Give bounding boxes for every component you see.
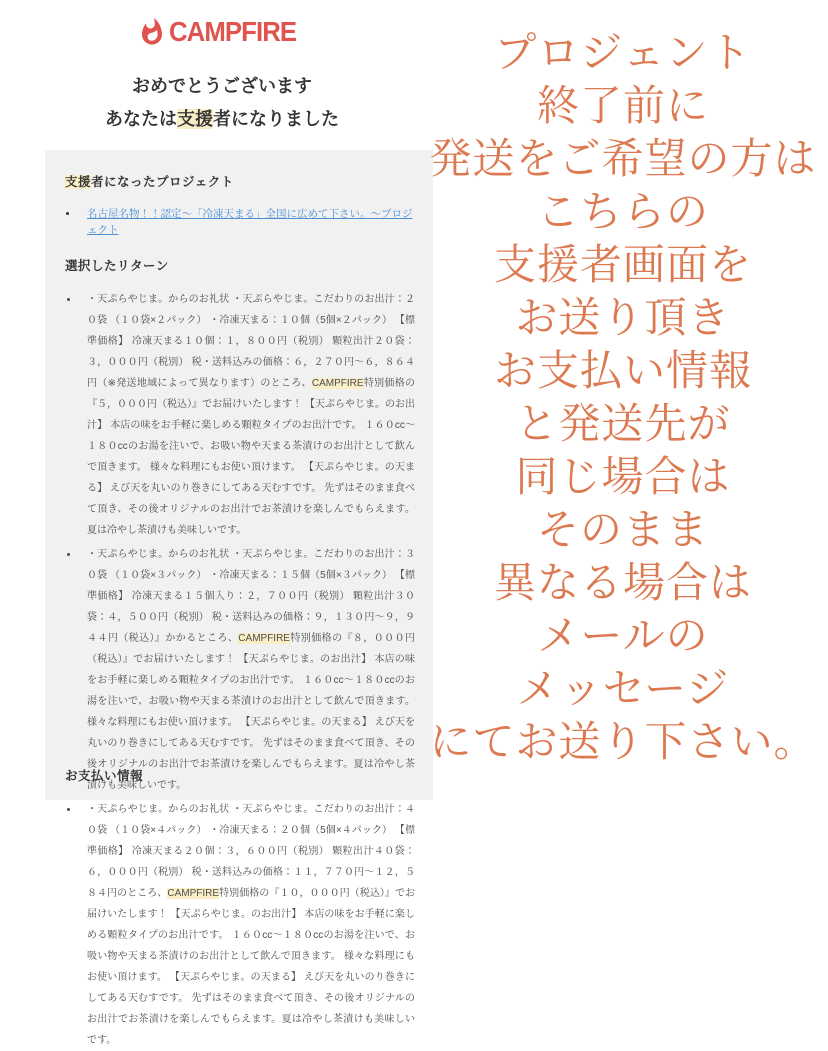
project-list [79,206,415,238]
search-highlight: CAMPFIRE [311,378,364,389]
overlay-line: にてお送り下さい。 [429,718,817,765]
return-item: • ・天ぷらやじま。からのお礼状 ・天ぷらやじま。こだわりのお出汁：２０袋 （１０袋×２パック） ・冷凍天まる：１０個（5個×２パック） 【標準価格】 冷凍天まる１０個：１，８００円（税別） 顆粒出汁２０袋：３，０００円（税別） 税・送料込みの価格：６，２７０円〜６，８６４円（※発送地域によって異なります）のところ、CAMPFIRE特別価格の『５，０００円（税込）』でお届けいたします！ 【天ぷらやじま。のお出汁】 本店の味をお手軽に楽しめる顆粒タイプのお出汁です。 １６０cc〜１８０ccのお湯を注いで、お吸い物や天まる茶漬けのお出汁として飲んで頂きます。 様々な料理にもお使い頂けます。 【天ぷらやじま。の天まる】 えび天を丸いのり巻きにしてある天むすです。 先ずはそのまま食べて頂き、その後オリジナルのお出汁でお茶漬けを楽しんでもらえます。夏は冷やし茶漬けも美味しいです。 [79,289,415,541]
overlay-line: 支援者画面を [493,241,752,288]
returns-list [79,289,415,1051]
overlay-line: と発送先が [515,400,731,447]
congrats-line2: あなたは支援者になりました [105,109,339,129]
payment-section-title: お支払い情報 [65,769,144,783]
overlay-line: 終了前に [536,82,709,129]
returns-section-title: 選択したリターン [65,259,169,273]
project-link[interactable]: 名古屋名物！！認定〜「冷凍天まる」全国に広めて下さい。〜プロジェクト [87,208,413,236]
return-item: • ・天ぷらやじま。からのお礼状 ・天ぷらやじま。こだわりのお出汁：３０袋 （１０袋×３パック） ・冷凍天まる：１５個（5個×３パック） 【標準価格】 冷凍天まる１５個入り：２，７００円（税別） 顆粒出汁３０袋：４，５００円（税別） 税・送料込みの価格：９，１３０円〜９，９４４円（税込）』かかるところ、CAMPFIRE特別価格の『８，０００円（税込）』でお届けいたします！ 【天ぷらやじま。のお出汁】 本店の味をお手軽に楽しめる顆粒タイプのお出汁です。 １６０cc〜１８０ccのお湯を注いで、お吸い物や天まる茶漬けのお出汁として飲んで頂きます。 様々な料理にもお使い頂けます。 【天ぷらやじま。の天まる】 えび天を丸いのり巻きにしてある天むすです。 先ずはそのまま食べて頂き、その後オリジナルのお出汁でお茶漬けを楽しんでもらえます。夏は冷やし茶漬けも美味しいです。 [79,544,415,796]
overlay-line: 発送をご希望の方は [429,135,817,182]
search-highlight: 支援 [65,175,92,189]
overlay-line: そのまま [536,506,709,553]
campfire-logo [0,16,444,48]
search-highlight: CAMPFIRE [238,633,290,644]
overlay-line: プロジェント [494,29,752,76]
search-highlight: 支援 [177,109,213,129]
brand-text: CAMPFIRE [168,16,297,47]
supporter-panel [45,150,433,1046]
overlay-line: 異なる場合は [493,559,752,606]
project-list-item [79,206,415,238]
congrats-line1: おめでとうございます [132,76,312,96]
overlay-line: お支払い情報 [493,347,752,394]
project-section-title: 支援者になったプロジェクト [65,175,234,189]
search-highlight: CAMPFIRE [167,888,220,899]
overlay-annotation-text [418,0,828,828]
overlay-line: メッセージ [516,665,730,712]
return-item: • ・天ぷらやじま。からのお礼状 ・天ぷらやじま。こだわりのお出汁：４０袋 （１０袋×４パック） ・冷凍天まる：２０個（5個×４パック） 【標準価格】 冷凍天まる２０個：３，６００円（税別） 顆粒出汁４０袋：６，０００円（税別） 税・送料込みの価格：１１，７７０円〜１２，５８４円のところ、CAMPFIRE特別価格の『１０，０００円（税込）』でお届けいたします！ 【天ぷらやじま。のお出汁】 本店の味をお手軽に楽しめる顆粒タイプのお出汁です。 １６０cc〜１８０ccのお湯を注いで、お吸い物や天まる茶漬けのお出汁として飲んで頂きます。 様々な料理にもお使い頂けます。 【天ぷらやじま。の天まる】 えび天を丸いのり巻きにしてある天むすです。 先ずはそのまま食べて頂き、その後オリジナルのお出汁でお茶漬けを楽しんでもらえます。夏は冷やし茶漬けも美味しいです。 [79,799,415,1051]
flame-icon [137,17,167,47]
overlay-line: お送り頂き [515,294,731,341]
overlay-line: メールの [537,612,709,659]
overlay-line: こちらの [536,188,709,235]
congrats-heading [0,70,444,136]
overlay-line: 同じ場合は [515,453,731,500]
